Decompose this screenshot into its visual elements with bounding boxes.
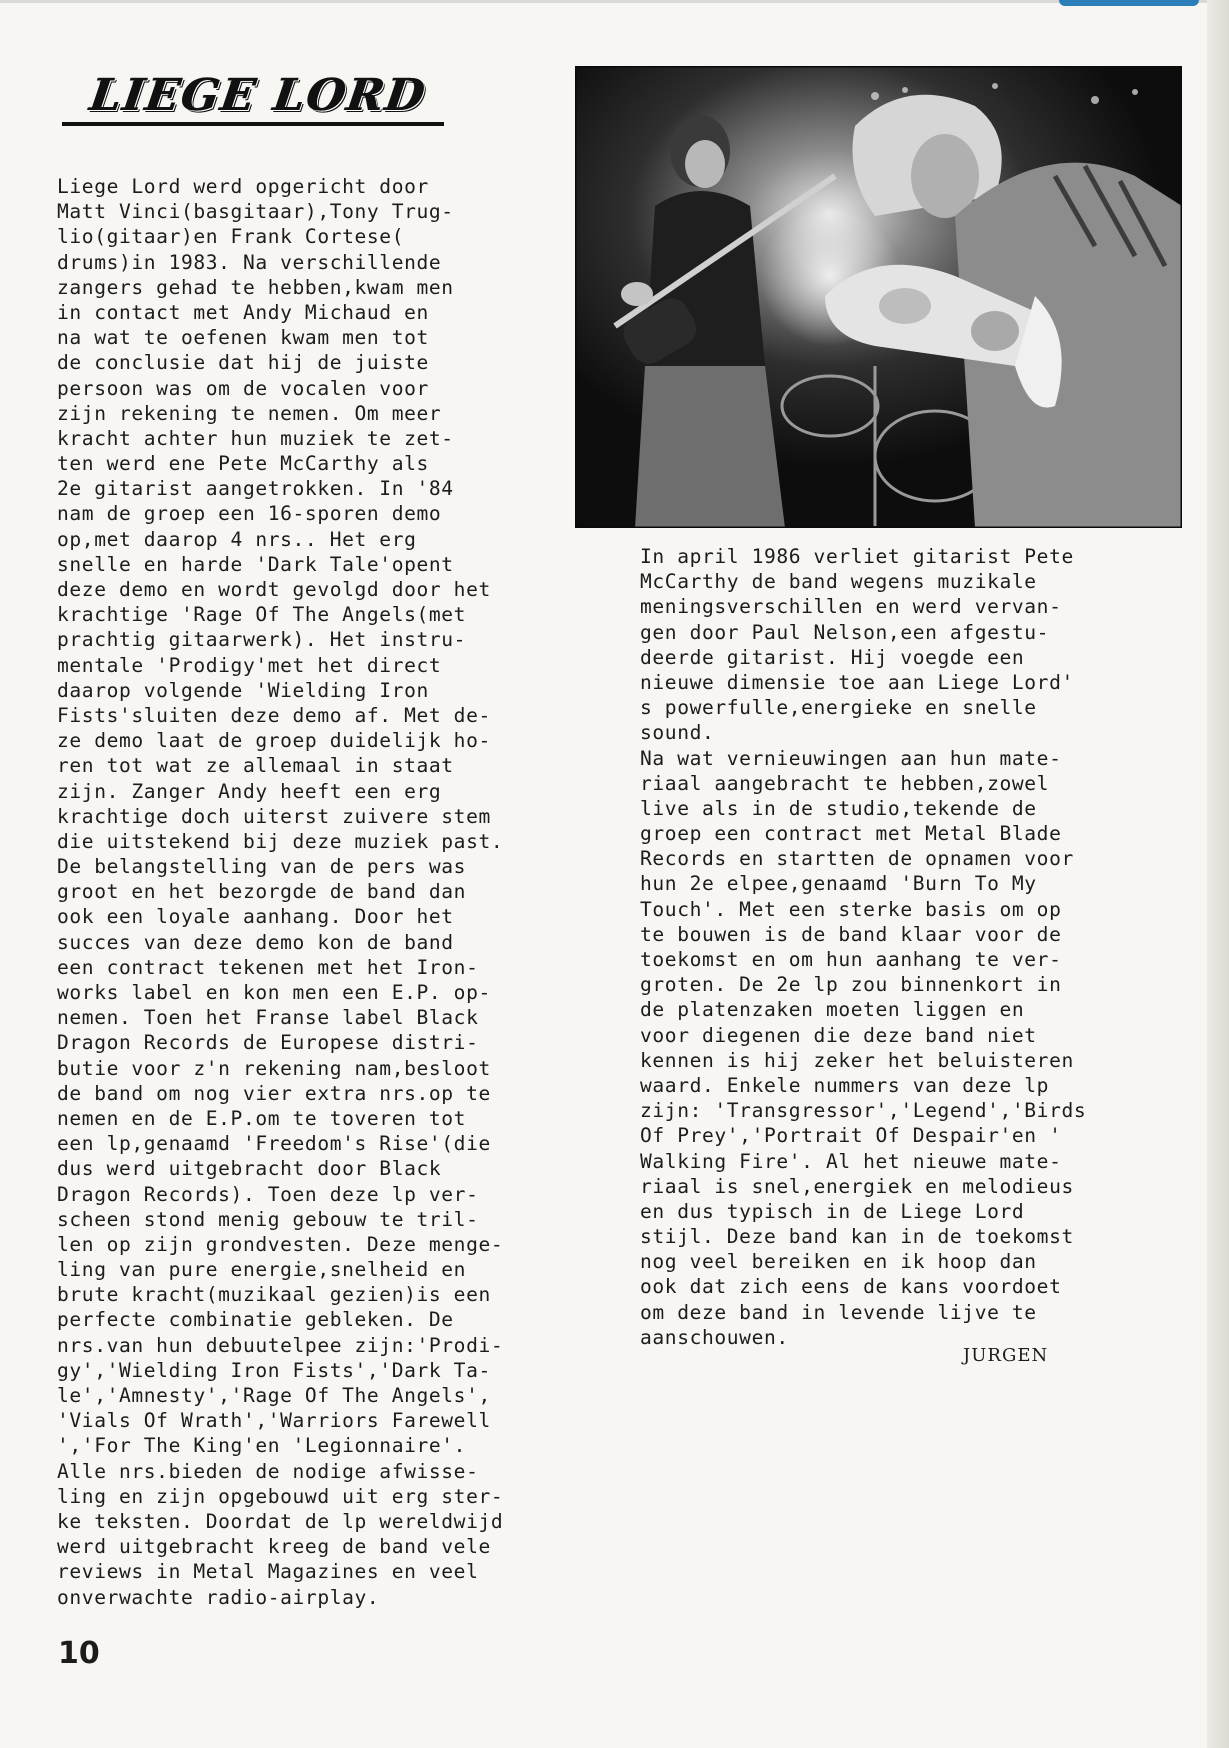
text-line: groten. De 2e lp zou binnenkort in [640,973,1062,997]
text-line: groot en het bezorgde de band dan [57,880,467,904]
text-line: kracht achter hun muziek te zet- [57,426,454,450]
text-line: kennen is hij zeker het beluisteren [640,1048,1074,1072]
text-line: aanschouwen. [640,1325,789,1349]
text-line: reviews in Metal Magazines en veel [57,1560,479,1584]
text-line: zijn. Zanger Andy heeft een erg [57,779,442,803]
text-line: hun 2e elpee,genaamd 'Burn To My [640,872,1037,896]
text-line: nam de groep een 16-sporen demo [57,502,442,526]
text-line: zijn: 'Transgressor','Legend','Birds [640,1099,1087,1123]
text-line: zijn rekening te nemen. Om meer [57,401,442,425]
text-line: nemen en de E.P.om te toveren tot [57,1106,467,1130]
text-line: 2e gitarist aangetrokken. In '84 [57,477,454,501]
text-line: een contract tekenen met het Iron- [57,955,479,979]
text-line: Liege Lord werd opgericht door [57,175,429,198]
page-top-edge [0,0,1229,3]
text-line: de platenzaken moeten liggen en [640,998,1025,1022]
text-line: zangers gehad te hebben,kwam men [57,275,454,299]
text-line: Na wat vernieuwingen aan hun mate- [640,746,1062,770]
text-line: ook dat zich eens de kans voordoet [640,1275,1062,1299]
concert-photo-illustration [575,66,1182,528]
text-line: ling van pure energie,snelheid en [57,1258,467,1282]
text-line: snelle en harde 'Dark Tale'opent [57,552,454,576]
text-line: meningsverschillen en werd vervan- [640,595,1062,619]
text-line: de conclusie dat hij de juiste [57,351,429,375]
text-line: Matt Vinci(basgitaar),Tony Trug- [57,200,454,224]
text-line: die uitstekend bij deze muziek past. [57,829,504,853]
text-line: ren tot wat ze allemaal in staat [57,754,454,778]
text-line: krachtige doch uiterst zuivere stem [57,804,491,828]
text-line: Of Prey','Portrait Of Despair'en ' [640,1124,1062,1148]
text-line: ten werd ene Pete McCarthy als [57,452,429,476]
text-line: nieuwe dimensie toe aan Liege Lord' [640,670,1074,694]
article-title-text: LIEGE LORD [86,70,430,121]
text-line: Dragon Records). Toen deze lp ver- [57,1182,479,1206]
text-line: sound. [640,721,715,745]
text-line: live als in de studio,tekende de [640,796,1037,820]
text-line: te bouwen is de band klaar voor de [640,922,1062,946]
text-line: 'Vials Of Wrath','Warriors Farewell [57,1409,491,1433]
text-line: riaal is snel,energiek en melodieus [640,1174,1074,1198]
band-live-photo [575,66,1182,528]
text-line: perfecte combinatie gebleken. De [57,1308,454,1332]
text-line: brute kracht(muzikaal gezien)is een [57,1283,491,1307]
text-line: een lp,genaamd 'Freedom's Rise'(die [57,1132,491,1156]
page-number: 10 [58,1636,100,1671]
text-line: waard. Enkele nummers van deze lp [640,1073,1050,1097]
text-line: mentale 'Prodigy'met het direct [57,653,442,677]
text-line: en dus typisch in de Liege Lord [640,1199,1025,1223]
text-line: drums)in 1983. Na verschillende [57,250,442,274]
text-line: len op zijn grondvesten. Deze menge- [57,1232,504,1256]
text-line: In april 1986 verliet gitarist Pete [640,545,1074,568]
text-line: Alle nrs.bieden de nodige afwisse- [57,1459,479,1483]
text-line: de band om nog vier extra nrs.op te [57,1081,491,1105]
text-line: toekomst en om hun aanhang te ver- [640,948,1062,971]
text-line: deze demo en wordt gevolgd door het [57,578,491,601]
text-line: Fists'sluiten deze demo af. Met de- [57,703,491,727]
corner-color-tab [1059,0,1199,6]
text-line: ook een loyale aanhang. Door het [57,905,454,929]
text-line: prachtig gitaarwerk). Het instru- [57,628,467,652]
text-line: De belangstelling van de pers was [57,855,467,879]
text-line: werd uitgebracht kreeg de band vele [57,1535,491,1559]
text-line: daarop volgende 'Wielding Iron [57,678,429,702]
text-line: na wat te oefenen kwam men tot [57,326,429,350]
text-line: ','For The King'en 'Legionnaire'. [57,1434,467,1458]
text-line: groep een contract met Metal Blade [640,822,1062,846]
article-body-right-column [640,544,1185,1350]
text-line: om deze band in levende lijve te [640,1300,1037,1324]
text-line: krachtige 'Rage Of The Angels(met [57,603,467,627]
title-underline [62,122,444,126]
text-line: Dragon Records de Europese distri- [57,1031,479,1055]
text-line: succes van deze demo kon de band [57,930,454,954]
text-line: le','Amnesty','Rage Of The Angels', [57,1384,491,1407]
text-line: ze demo laat de groep duidelijk ho- [57,729,491,753]
text-line: nrs.van hun debuutelpee zijn:'Prodi- [57,1333,504,1357]
text-line: deerde gitarist. Hij voegde een [640,645,1025,669]
text-line: Touch'. Met een sterke basis om op [640,897,1062,921]
text-line: gen door Paul Nelson,een afgestu- [640,620,1050,644]
text-line: lio(gitaar)en Frank Cortese( [57,225,405,249]
text-line: op,met daarop 4 nrs.. Het erg [57,527,417,551]
article-body-left-column [57,174,602,1610]
text-line: butie voor z'n rekening nam,besloot [57,1056,491,1080]
text-line: voor diegenen die deze band niet [640,1023,1037,1047]
text-line: onverwachte radio-airplay. [57,1585,380,1609]
text-line: Records en startten de opnamen voor [640,847,1074,871]
text-line: persoon was om de vocalen voor [57,376,429,400]
text-line: ke teksten. Doordat de lp wereldwijd [57,1509,504,1533]
text-line: gy','Wielding Iron Fists','Dark Ta- [57,1358,491,1382]
text-line: Walking Fire'. Al het nieuwe mate- [640,1149,1062,1173]
article-title [62,70,444,128]
text-line: works label en kon men een E.P. op- [57,981,491,1004]
text-line: scheen stond menig gebouw te tril- [57,1207,479,1231]
text-line: ling en zijn opgebouwd uit erg ster- [57,1484,504,1508]
text-line: nemen. Toen het Franse label Black [57,1006,479,1030]
text-line: dus werd uitgebracht door Black [57,1157,442,1181]
article-author: JURGEN [963,1345,1049,1366]
text-line: McCarthy de band wegens muzikale [640,570,1037,594]
text-line: s powerfulle,energieke en snelle [640,696,1037,720]
text-line: nog veel bereiken en ik hoop dan [640,1250,1037,1274]
text-line: in contact met Andy Michaud en [57,300,429,324]
text-line: riaal aangebracht te hebben,zowel [640,771,1050,795]
text-line: stijl. Deze band kan in de toekomst [640,1225,1074,1249]
page-right-edge [1207,0,1229,1748]
